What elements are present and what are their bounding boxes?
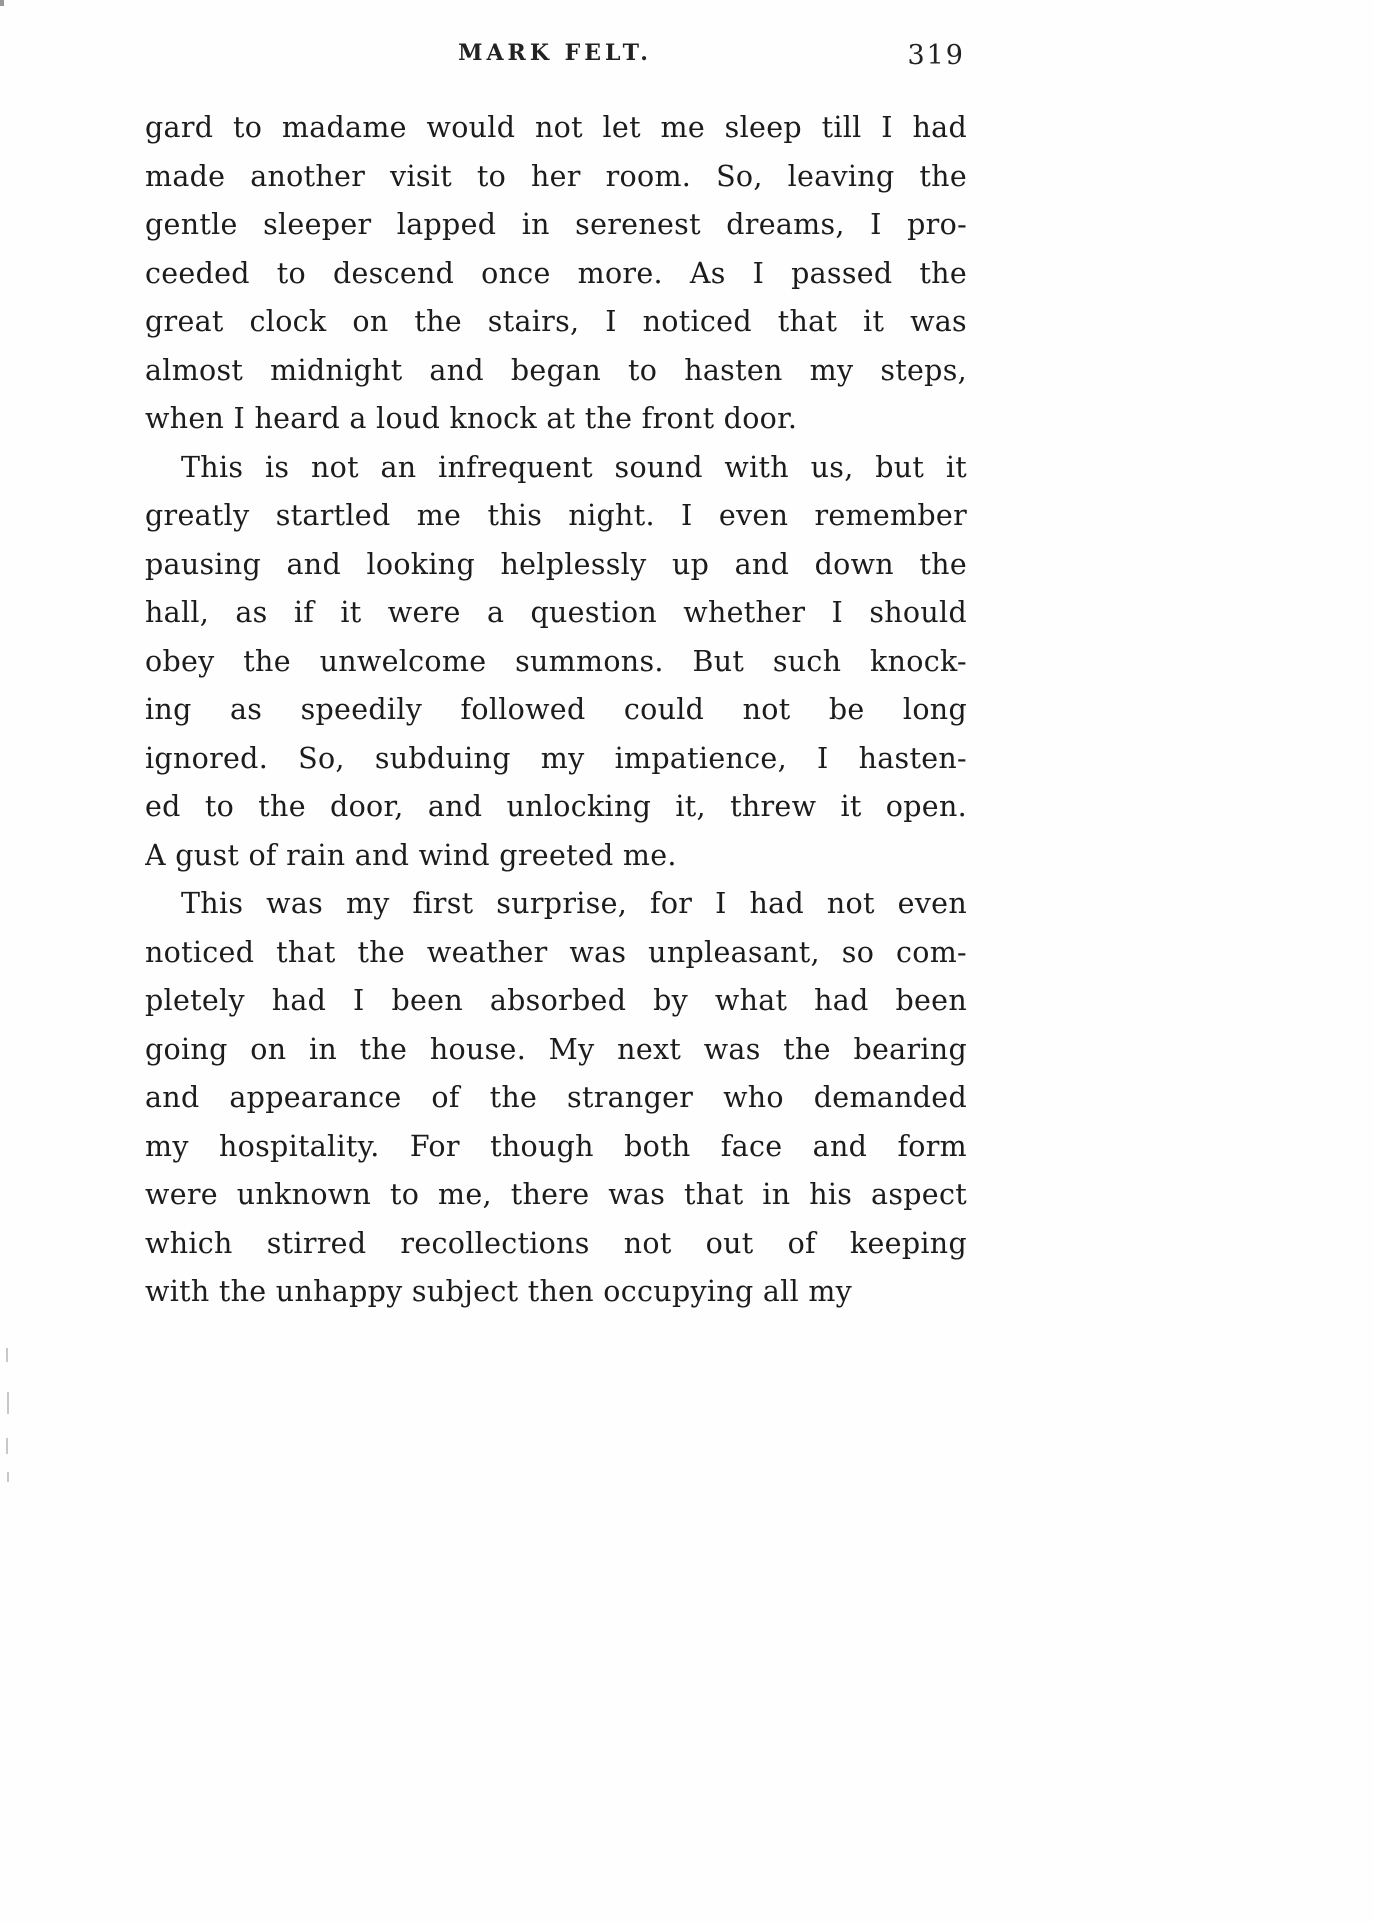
text-line: when I heard a loud knock at the front door.: [145, 402, 798, 435]
scan-artifact: [6, 1438, 8, 1454]
page-body: [145, 104, 967, 1317]
scan-artifact: [0, 0, 4, 6]
text-line: gard to madame would not let me sleep till I had: [145, 111, 967, 144]
text-line: ceeded to descend once more. As I passed the: [145, 256, 967, 290]
text-line: great clock on the stairs, I noticed that it was: [145, 305, 967, 338]
text-line: made another visit to her room. So, leaving the: [145, 159, 967, 193]
text-line: hall, as if it were a question whether I should: [145, 596, 967, 629]
text-line: pletely had I been absorbed by what had been: [145, 984, 967, 1017]
text-line: obey the unwelcome summons. But such knock-: [145, 644, 967, 678]
text-line: gentle sleeper lapped in serenest dreams, I pro-: [145, 208, 967, 241]
running-title: MARK FELT.: [458, 40, 652, 66]
text-line: were unknown to me, there was that in his aspect: [145, 1178, 967, 1211]
page-number: 319: [907, 40, 965, 71]
text-line: going on in the house. My next was the bearing: [145, 1032, 967, 1066]
text-line: ing as speedily followed could not be long: [145, 693, 967, 726]
text-line: and appearance of the stranger who demanded: [145, 1081, 967, 1114]
text-line: A gust of rain and wind greeted me.: [145, 838, 677, 872]
text-line: noticed that the weather was unpleasant, so com-: [145, 935, 967, 969]
text-line: greatly startled me this night. I even remember: [145, 499, 967, 532]
text-line: ed to the door, and unlocking it, threw it open.: [145, 790, 967, 823]
scan-artifact: [7, 1472, 9, 1482]
text-line: my hospitality. For though both face and form: [145, 1129, 967, 1163]
text-line: This was my first surprise, for I had not even: [181, 887, 967, 920]
text-line: almost midnight and began to hasten my steps,: [145, 353, 967, 387]
text-line: This is not an infrequent sound with us, but it: [181, 450, 967, 484]
text-line: pausing and looking helplessly up and down the: [145, 547, 967, 581]
text-line: with the unhappy subject then occupying all my: [145, 1275, 853, 1308]
text-line: ignored. So, subduing my impatience, I hasten-: [145, 741, 967, 775]
text-line: which stirred recollections not out of keeping: [145, 1226, 967, 1260]
page-header: [145, 40, 965, 80]
scan-artifact: [7, 1392, 9, 1414]
scan-artifact: [6, 1348, 8, 1362]
